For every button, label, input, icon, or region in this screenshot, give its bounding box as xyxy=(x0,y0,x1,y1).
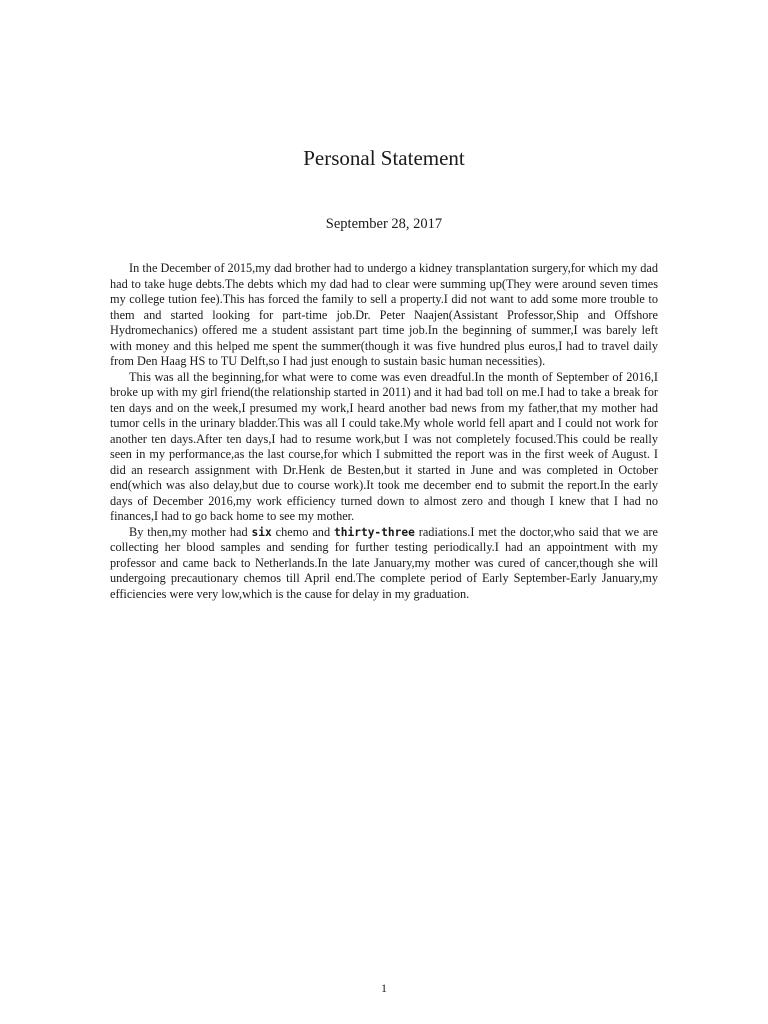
bold-term-thirty-three: thirty-three xyxy=(334,525,415,539)
page-number: 1 xyxy=(381,981,387,995)
document-body xyxy=(110,261,658,602)
paragraph-3 xyxy=(110,525,658,603)
paragraph-3-text-2: chemo and xyxy=(271,524,335,539)
document-title: Personal Statement xyxy=(303,146,465,170)
bold-term-six: six xyxy=(251,525,272,539)
paragraph-3-text-3: radiations.I met the doctor,who said that we are collecting her blood samples and sending for further testing periodically.I had an appointment with my professor and came back to Netherlands.In the late January,my mother was cured of cancer,though she will undergoing precautionary chemos till April end.The complete period of Early September-Early January,my efficiencies were very low,which is the cause for delay in my graduation. xyxy=(110,524,658,601)
paragraph-2: This was all the beginning,for what were to come was even dreadful.In the month of September of 2016,I broke up with my girl friend(the relationship started in 2011) and it had bad toll on me.I had to take a break for ten days and on the week,I presumed my work,I heard another bad news from my father,that my mother had tumor cells in the urinary bladder.This was all I could take.My whole world fell apart and I could not work for another ten days.After ten days,I had to resume work,but I was not completely focused.This could be really seen in my performance,as the last course,for which I submitted the report was in the first week of August. I did an research assignment with Dr.Henk de Besten,but it started in June and was completed in October end(which was also delay,but due to course work).It took me december end to submit the report.In the early days of December 2016,my work efficiency turned down to almost zero and though I knew that I had no finances,I had to go back home to see my mother. xyxy=(110,369,658,523)
paragraph-1: In the December of 2015,my dad brother had to undergo a kidney transplantation surgery,for which my dad had to take huge debts.The debts which my dad had to clear were summing up(They were around seven times my college tution fee).This has forced the family to sell a property.I did not want to add some more trouble to them and started looking for part-time job.Dr. Peter Naajen(Assistant Professor,Ship and Offshore Hydromechanics) offered me a student assistant part time job.In the beginning of summer,I was barely left with money and this helped me spent the summer(though it was five hundred plus euros,I had to travel daily from Den Haag HS to TU Delft,so I had just enough to sustain basic human necessities). xyxy=(110,261,658,368)
document-date: September 28, 2017 xyxy=(325,216,443,232)
paragraph-3-text-1: By then,my mother had xyxy=(129,524,252,539)
